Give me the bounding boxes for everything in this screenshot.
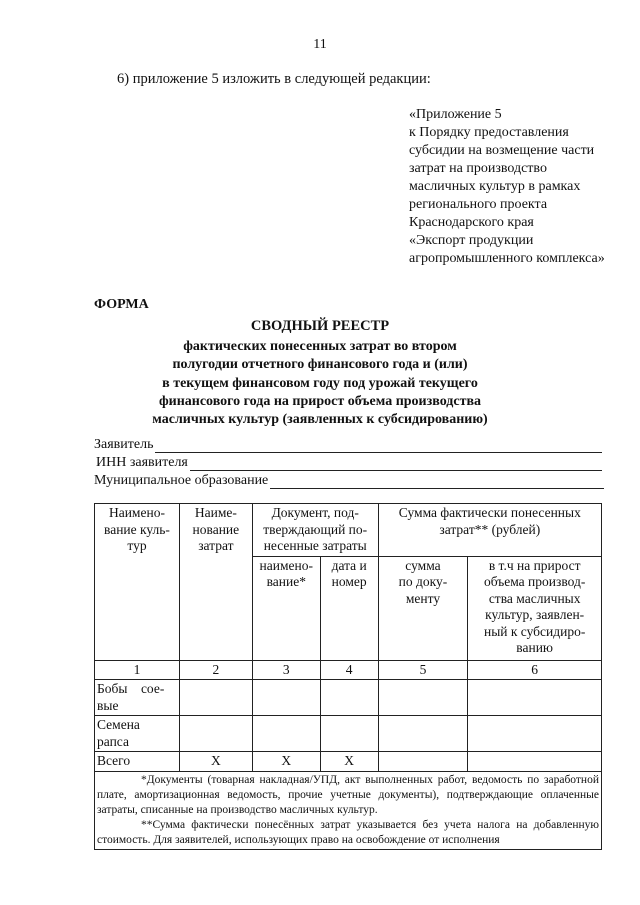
municipality-label: Муниципальное образование bbox=[94, 473, 269, 488]
appendix-line: затрат на производство bbox=[409, 161, 547, 176]
applicant-field[interactable] bbox=[94, 437, 602, 453]
subtitle-line: в текущем финансовом году под урожай текущего bbox=[162, 375, 478, 391]
header-cost-name: Наиме- нование затрат bbox=[179, 504, 252, 661]
appendix-line: субсидии на возмещение части bbox=[409, 143, 595, 158]
inn-blank-line[interactable] bbox=[190, 457, 602, 471]
applicant-blank-line[interactable] bbox=[155, 439, 602, 453]
column-number-row bbox=[95, 660, 602, 680]
x-mark: Х bbox=[179, 752, 252, 772]
table-row bbox=[95, 680, 602, 716]
footnote-sum: **Сумма фактически понесённых затрат указывается без учета налога на добавленную стоимость. Для заявителей, использующих право на освобождение от исполнения bbox=[97, 818, 599, 846]
table-cell[interactable] bbox=[378, 716, 468, 752]
footnote-documents: *Документы (товарная накладная/УПД, акт выполненных работ, ведомость по заработной плате, амортизационная ведомость, прочие учетные документы), подтверждающие оплаченные затраты, списанные на производство масличных культур. bbox=[97, 773, 599, 816]
column-number: 6 bbox=[468, 660, 602, 680]
total-label: Всего bbox=[95, 752, 180, 772]
page-number: 11 bbox=[313, 37, 327, 52]
header-crop-name: Наимено- вание куль- тур bbox=[95, 504, 180, 661]
appendix-line: регионального проекта bbox=[409, 197, 548, 212]
appendix-line: масличных культур в рамках bbox=[409, 179, 581, 194]
inn-field[interactable] bbox=[96, 455, 602, 471]
subtitle-line: фактических понесенных затрат во втором bbox=[183, 339, 457, 354]
column-number: 2 bbox=[179, 660, 252, 680]
table-cell[interactable] bbox=[179, 716, 252, 752]
row-label-soybeans: Бобы сое- вые bbox=[95, 680, 180, 716]
header-sum-incl-growth: в т.ч на прирост объема производ- ства масличных культур, заявлен- ный к субсидиро- ванию bbox=[468, 556, 602, 660]
appendix-line: к Порядку предоставления bbox=[409, 125, 569, 140]
municipality-blank-line[interactable] bbox=[270, 475, 604, 489]
subtitle-line: финансового года на прирост объема производства bbox=[158, 393, 482, 409]
subtitle-line: масличных культур (заявленных к субсидированию) bbox=[152, 412, 488, 428]
column-number: 4 bbox=[320, 660, 378, 680]
municipality-field[interactable] bbox=[94, 473, 604, 489]
total-row bbox=[95, 752, 602, 772]
table-cell[interactable] bbox=[252, 716, 320, 752]
header-document: Документ, под- тверждающий по- несенные затраты bbox=[252, 504, 378, 557]
form-label: ФОРМА bbox=[94, 297, 149, 312]
document-title: СВОДНЫЙ РЕЕСТР bbox=[250, 318, 390, 334]
registry-table bbox=[94, 503, 602, 850]
table-cell[interactable] bbox=[468, 752, 602, 772]
applicant-label: Заявитель bbox=[94, 437, 154, 452]
header-document-date: дата и номер bbox=[320, 556, 378, 660]
table-cell[interactable] bbox=[179, 680, 252, 716]
intro-paragraph: 6) приложение 5 изложить в следующей редакции: bbox=[117, 71, 431, 87]
appendix-line: Краснодарского края bbox=[409, 215, 534, 230]
column-number: 3 bbox=[252, 660, 320, 680]
appendix-line: «Экспорт продукции bbox=[409, 233, 534, 248]
inn-label: ИНН заявителя bbox=[96, 455, 188, 470]
table-cell[interactable] bbox=[320, 716, 378, 752]
table-cell[interactable] bbox=[468, 716, 602, 752]
column-number: 1 bbox=[95, 660, 180, 680]
header-sum: Сумма фактически понесенных затрат** (рублей) bbox=[378, 504, 601, 557]
appendix-line: «Приложение 5 bbox=[409, 107, 502, 122]
x-mark: Х bbox=[252, 752, 320, 772]
document-subtitle bbox=[0, 338, 640, 429]
table-row bbox=[95, 716, 602, 752]
header-sum-by-document: сумма по доку- менту bbox=[378, 556, 468, 660]
row-label-rapeseed: Семена рапса bbox=[95, 716, 180, 752]
table-cell[interactable] bbox=[320, 680, 378, 716]
appendix-line: агропромышленного комплекса» bbox=[409, 251, 605, 266]
subtitle-line: полугодии отчетного финансового года и (или) bbox=[172, 357, 468, 373]
table-cell[interactable] bbox=[378, 680, 468, 716]
table-cell[interactable] bbox=[252, 680, 320, 716]
footnotes-row bbox=[95, 771, 602, 849]
appendix-reference bbox=[409, 106, 605, 268]
column-number: 5 bbox=[378, 660, 468, 680]
footnotes bbox=[95, 771, 602, 849]
x-mark: Х bbox=[320, 752, 378, 772]
table-cell[interactable] bbox=[378, 752, 468, 772]
header-document-name: наимено- вание* bbox=[252, 556, 320, 660]
table-cell[interactable] bbox=[468, 680, 602, 716]
